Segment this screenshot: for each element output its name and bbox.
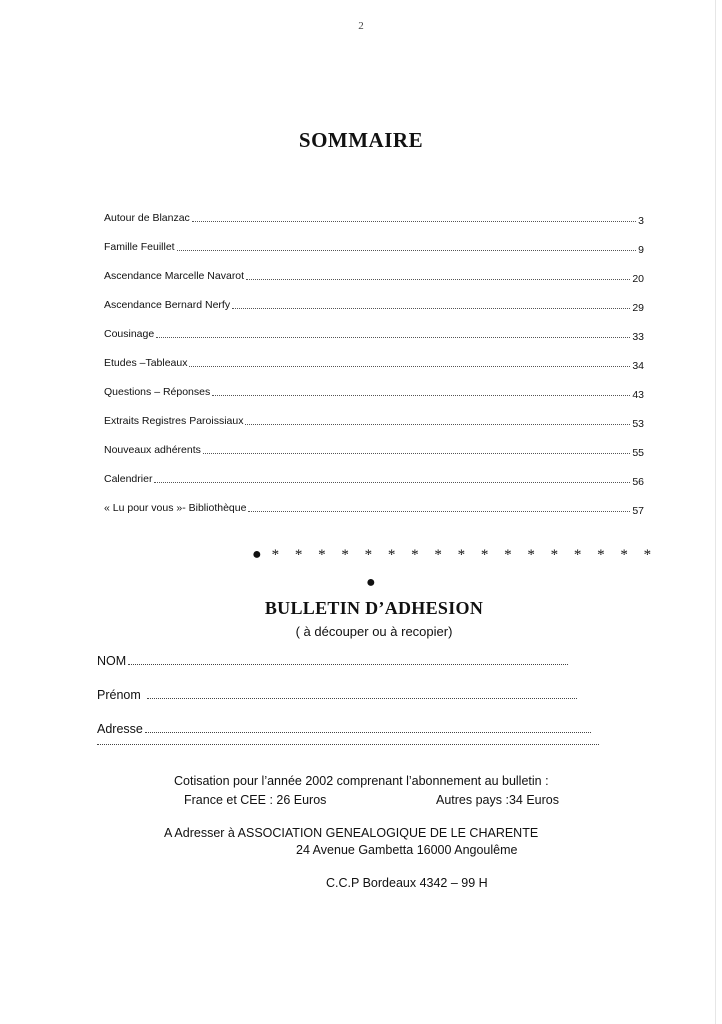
bullet-dot-icon: ● — [252, 546, 262, 563]
prenom-fill-line — [147, 698, 577, 699]
adresse-field — [97, 722, 591, 736]
toc-leader — [232, 308, 630, 309]
toc-entry — [104, 341, 644, 370]
toc-entry-label: Nouveaux adhérents — [104, 444, 201, 456]
page-number: 2 — [358, 20, 364, 32]
toc-entry-page: 57 — [632, 505, 644, 517]
nom-field — [97, 654, 568, 668]
toc-entry-label: « Lu pour vous »- Bibliothèque — [104, 502, 247, 514]
bulletin-title: BULLETIN D’ADHESION — [264, 598, 484, 618]
toc-leader — [245, 424, 630, 425]
adresser-street: 24 Avenue Gambetta 16000 Angoulême — [296, 843, 518, 857]
toc-entry-page: 9 — [638, 244, 644, 256]
adresse-label: Adresse — [97, 722, 143, 736]
toc-entry-label: Cousinage — [104, 328, 155, 340]
toc-entry-page: 55 — [632, 447, 644, 459]
toc-entry-label: Questions – Réponses — [104, 386, 211, 398]
separator-stars — [252, 546, 658, 564]
toc-entry-page: 33 — [632, 331, 644, 343]
tarif-france: France et CEE : 26 Euros — [184, 793, 327, 807]
toc-leader — [192, 221, 636, 222]
toc-leader — [248, 511, 630, 512]
toc-entry-page: 29 — [632, 302, 644, 314]
toc-entry — [104, 225, 644, 254]
toc-entry — [104, 370, 644, 399]
toc-entry-page: 56 — [632, 476, 644, 488]
nom-fill-line — [128, 664, 568, 665]
toc-entry-page: 20 — [632, 273, 644, 285]
toc-entry-label: Ascendance Bernard Nerfy — [104, 299, 231, 311]
stars-row: * * * * * * * * * * * * * * * * * — [271, 547, 658, 563]
toc-entry-label: Extraits Registres Paroissiaux — [104, 415, 244, 427]
toc-entry — [104, 486, 644, 515]
toc-entry — [104, 254, 644, 283]
toc-entry — [104, 428, 644, 457]
page-title: SOMMAIRE — [298, 128, 424, 152]
toc-entry — [104, 399, 644, 428]
toc-leader — [154, 482, 630, 483]
toc-entry-label: Calendrier — [104, 473, 153, 485]
bulletin-subtitle: ( à découper ou à recopier) — [295, 624, 453, 639]
toc-entry-page: 3 — [638, 215, 644, 227]
toc-entry — [104, 457, 644, 486]
toc-leader — [212, 395, 630, 396]
toc-entry-label: Famille Feuillet — [104, 241, 175, 253]
page-edge — [715, 0, 716, 1024]
tarif-autres: Autres pays :34 Euros — [436, 793, 559, 807]
adresse-fill-line-2 — [97, 744, 599, 745]
ccp-text: C.C.P Bordeaux 4342 – 99 H — [326, 876, 488, 890]
toc-entry-page: 34 — [632, 360, 644, 372]
bullet-dot-icon: ● — [366, 574, 376, 591]
table-of-contents — [104, 196, 644, 515]
toc-leader — [189, 366, 630, 367]
toc-entry-page: 53 — [632, 418, 644, 430]
toc-entry-label: Etudes –Tableaux — [104, 357, 188, 369]
toc-entry-label: Ascendance Marcelle Navarot — [104, 270, 245, 282]
toc-leader — [246, 279, 630, 280]
adresse-fill-line — [145, 732, 591, 733]
toc-leader — [156, 337, 630, 338]
toc-entry-page: 43 — [632, 389, 644, 401]
toc-leader — [177, 250, 637, 251]
toc-entry — [104, 312, 644, 341]
toc-entry-label: Autour de Blanzac — [104, 212, 190, 224]
nom-label: NOM — [97, 654, 127, 668]
cotisation-text: Cotisation pour l’année 2002 comprenant l’abonnement au bulletin : — [174, 774, 549, 788]
toc-entry — [104, 196, 644, 225]
prenom-field — [97, 688, 577, 702]
adresser-text: A Adresser à ASSOCIATION GENEALOGIQUE DE LE CHARENTE — [164, 826, 539, 840]
toc-leader — [203, 453, 630, 454]
prenom-label: Prénom — [97, 688, 141, 702]
toc-entry — [104, 283, 644, 312]
